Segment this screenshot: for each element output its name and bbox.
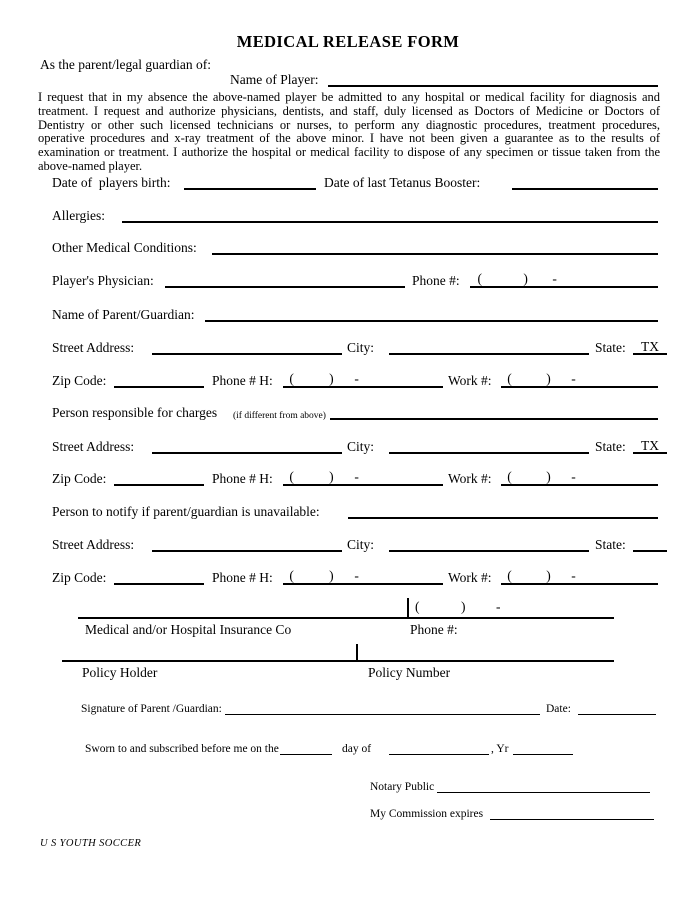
zip-phone-row-3	[0, 569, 696, 589]
release-paragraph: I request that in my absence the above-named player be admitted to any hospital or medical facility for diagnosis and treatment. I request and authorize physicians, dentists, and staff, duly licensed as Doctors of Medicine or Doctors of Dentistry or other such licensed technicians or nurses, to perform any diagnostic procedures, treatment procedures, operative procedures and x-ray treatment of the above minor. I have not been given a guarantee as to the results of examination or treatment. I authorize the hospital or medical facility to dispose of any specimen or tissue taken from the above-named player.	[38, 90, 660, 173]
paren-close: )	[329, 469, 334, 484]
charges-row	[0, 404, 696, 424]
sworn-row	[0, 741, 696, 761]
commission-row	[0, 806, 696, 826]
work-phone-line[interactable]	[501, 372, 658, 388]
paren-close: )	[546, 568, 551, 583]
birth-tetanus-row	[0, 174, 696, 194]
city-label: City:	[347, 439, 375, 454]
phone-dash: -	[496, 599, 501, 614]
zip-label: Zip Code:	[52, 570, 107, 585]
state-line[interactable]	[633, 536, 667, 552]
sworn-label: Sworn to and subscribed before me on the	[85, 743, 279, 755]
zip-label: Zip Code:	[52, 373, 107, 388]
paren-open: (	[289, 469, 294, 484]
state-line[interactable]: TX	[633, 438, 667, 454]
other-medical-label: Other Medical Conditions:	[52, 240, 197, 255]
org-footer: U S YOUTH SOCCER	[40, 838, 142, 849]
allergies-line[interactable]	[122, 207, 658, 223]
sworn-year-line[interactable]	[513, 741, 573, 755]
other-medical-line[interactable]	[212, 239, 658, 255]
home-phone-label: Phone # H:	[212, 471, 273, 486]
home-phone-line[interactable]	[283, 372, 443, 388]
zip-line[interactable]	[114, 470, 204, 486]
notify-row	[0, 503, 696, 523]
zip-line[interactable]	[114, 372, 204, 388]
paren-open: (	[477, 271, 483, 286]
city-line[interactable]	[389, 438, 589, 454]
paren-close: )	[546, 469, 551, 484]
address-row-1	[0, 339, 696, 359]
player-name-row	[0, 71, 696, 91]
cell-divider-tick	[356, 644, 358, 660]
paren-close: )	[329, 371, 334, 386]
insurance-company-label: Medical and/or Hospital Insurance Co	[85, 622, 292, 637]
phone-dash: -	[354, 568, 359, 583]
notify-label: Person to notify if parent/guardian is unavailable:	[52, 504, 320, 519]
work-phone-label: Work #:	[448, 373, 492, 388]
phone-dash: -	[571, 568, 576, 583]
street-label: Street Address:	[52, 340, 135, 355]
work-phone-label: Work #:	[448, 570, 492, 585]
physician-phone-label: Phone #:	[412, 273, 460, 288]
player-name-line[interactable]	[328, 71, 658, 87]
work-phone-line[interactable]	[501, 569, 658, 585]
city-line[interactable]	[389, 536, 589, 552]
paren-close: )	[329, 568, 334, 583]
physician-phone-line[interactable]	[470, 272, 658, 288]
paren-open: (	[507, 371, 512, 386]
phone-dash: -	[354, 469, 359, 484]
state-line[interactable]: TX	[633, 339, 667, 355]
signature-row	[0, 701, 696, 721]
charges-line[interactable]	[330, 404, 658, 420]
commission-line[interactable]	[490, 806, 654, 820]
paren-open: (	[289, 371, 294, 386]
insurance-phone-label: Phone #:	[410, 622, 458, 637]
state-label: State:	[595, 537, 626, 552]
policy-line[interactable]	[62, 660, 614, 662]
work-phone-line[interactable]	[501, 470, 658, 486]
zip-label: Zip Code:	[52, 471, 107, 486]
paren-close: )	[523, 271, 528, 286]
parent-name-line[interactable]	[205, 306, 658, 322]
physician-line[interactable]	[165, 272, 405, 288]
zip-line[interactable]	[114, 569, 204, 585]
policy-number-label: Policy Number	[368, 665, 451, 680]
dob-line[interactable]	[184, 174, 316, 190]
insurance-company-line[interactable]	[78, 617, 614, 619]
allergies-label: Allergies:	[52, 208, 105, 223]
signature-label: Signature of Parent /Guardian:	[81, 703, 222, 715]
signature-date-line[interactable]	[578, 701, 656, 715]
allergies-row	[0, 207, 696, 227]
parent-name-label: Name of Parent/Guardian:	[52, 307, 195, 322]
street-line[interactable]	[152, 536, 342, 552]
home-phone-label: Phone # H:	[212, 373, 273, 388]
work-phone-label: Work #:	[448, 471, 492, 486]
parent-name-row	[0, 306, 696, 326]
form-title: MEDICAL RELEASE FORM	[236, 32, 460, 51]
insurance-labels-row	[0, 621, 696, 641]
zip-phone-row-1	[0, 372, 696, 392]
city-line[interactable]	[389, 339, 589, 355]
zip-phone-row-2	[0, 470, 696, 490]
address-row-2	[0, 438, 696, 458]
phone-dash: -	[552, 271, 557, 286]
address-row-3	[0, 536, 696, 556]
dob-label: Date of players birth:	[52, 175, 171, 190]
notify-line[interactable]	[348, 503, 658, 519]
paren-open: (	[415, 599, 420, 614]
player-name-label: Name of Player:	[230, 72, 319, 87]
paren-open: (	[289, 568, 294, 583]
city-label: City:	[347, 340, 375, 355]
city-label: City:	[347, 537, 375, 552]
phone-dash: -	[354, 371, 359, 386]
phone-dash: -	[571, 371, 576, 386]
tetanus-line[interactable]	[512, 174, 658, 190]
day-of-label: day of	[342, 743, 372, 755]
paren-open: (	[507, 568, 512, 583]
policy-holder-label: Policy Holder	[82, 665, 158, 680]
notary-public-row	[0, 779, 696, 799]
commission-label: My Commission expires	[370, 808, 484, 820]
notary-public-line[interactable]	[437, 779, 650, 793]
policy-labels-row	[0, 664, 696, 684]
signature-line[interactable]	[225, 701, 540, 715]
yr-label: , Yr	[491, 743, 509, 755]
guardian-label: As the parent/legal guardian of:	[40, 57, 211, 72]
state-label: State:	[595, 439, 626, 454]
signature-date-label: Date:	[546, 703, 571, 715]
tetanus-label: Date of last Tetanus Booster:	[324, 175, 481, 190]
home-phone-label: Phone # H:	[212, 570, 273, 585]
sworn-month-line[interactable]	[389, 741, 489, 755]
sworn-day-line[interactable]	[280, 741, 332, 755]
street-line[interactable]	[152, 438, 342, 454]
state-label: State:	[595, 340, 626, 355]
paren-close: )	[461, 599, 466, 614]
charges-label: Person responsible for charges	[52, 405, 218, 420]
paren-close: )	[546, 371, 551, 386]
street-label: Street Address:	[52, 537, 135, 552]
other-medical-row	[0, 239, 696, 259]
physician-row	[0, 272, 696, 292]
street-line[interactable]	[152, 339, 342, 355]
charges-note: (if different from above)	[233, 411, 326, 421]
home-phone-line[interactable]	[283, 569, 443, 585]
street-label: Street Address:	[52, 439, 135, 454]
phone-dash: -	[571, 469, 576, 484]
home-phone-line[interactable]	[283, 470, 443, 486]
notary-public-label: Notary Public	[370, 781, 435, 793]
insurance-phone-format-row	[0, 598, 696, 618]
physician-label: Player's Physician:	[52, 273, 154, 288]
paren-open: (	[507, 469, 512, 484]
